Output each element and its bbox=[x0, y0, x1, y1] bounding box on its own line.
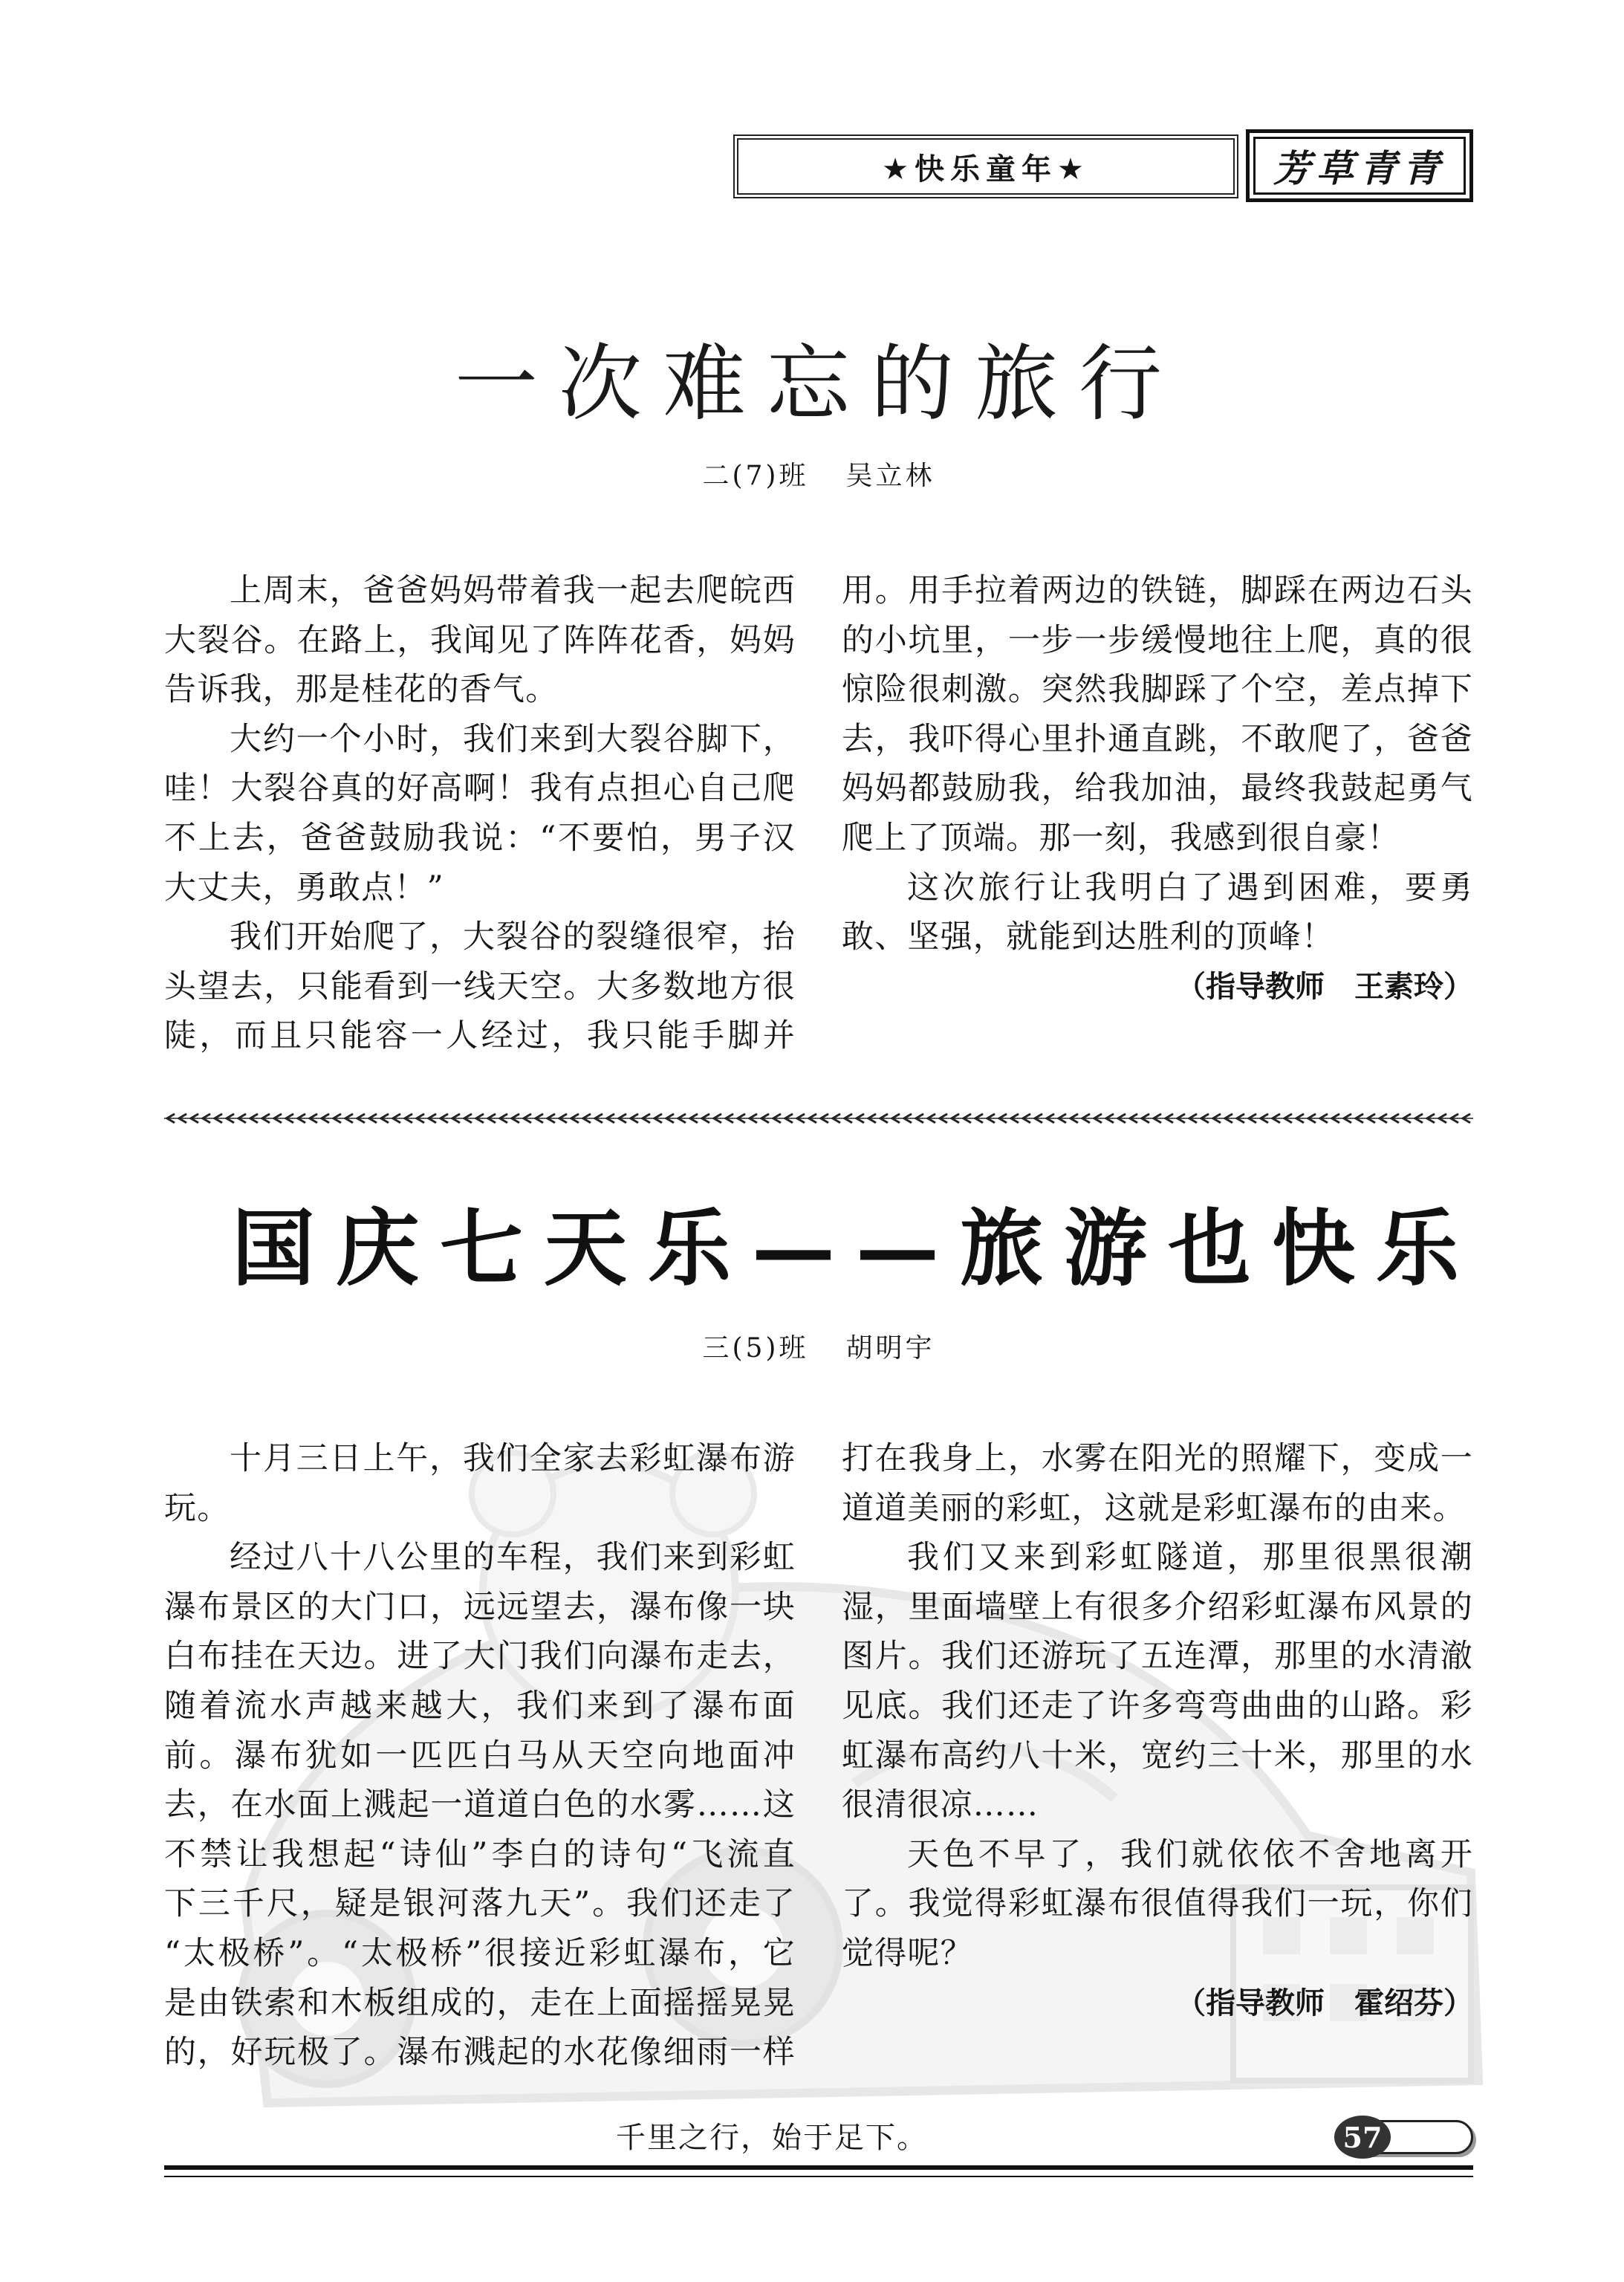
article-1-title: 一次难忘的旅行 bbox=[455, 336, 1183, 432]
section-divider bbox=[164, 1112, 1473, 1124]
paragraph bbox=[164, 566, 796, 715]
text-line: 用。用手拉着两边的铁链，脚踩在两边石头 bbox=[842, 572, 1473, 609]
text-line: 打在我身上，水雾在阳光的照耀下，变成一 bbox=[842, 1440, 1473, 1477]
article-1-left-column bbox=[164, 566, 796, 1061]
text-line: 前。瀑布犹如一匹匹白马从天空向地面冲 bbox=[164, 1737, 796, 1774]
text-line: 大裂谷。在路上，我闻见了阵阵花香，妈妈 bbox=[164, 621, 796, 659]
author-class: 二(7)班 bbox=[702, 461, 809, 491]
column-label: 芳草青青 bbox=[1273, 146, 1446, 190]
column-name-box bbox=[1246, 129, 1473, 202]
text-line: 陡，而且只能容一人经过，我只能手脚并 bbox=[164, 1017, 796, 1055]
text-line: 了。我觉得彩虹瀑布很值得我们一玩，你们 bbox=[842, 1885, 1473, 1923]
column-text bbox=[842, 566, 1473, 962]
text-line: 妈妈都鼓励我，给我加油，最终我鼓起勇气 bbox=[842, 770, 1473, 808]
text-line: 的，好玩极了。瀑布溅起的水花像细雨一样 bbox=[164, 2034, 796, 2072]
text-line: 上周末，爸爸妈妈带着我一起去爬皖西 bbox=[230, 572, 796, 609]
paragraph bbox=[842, 1830, 1473, 1979]
text-line: 见底。我们还走了许多弯弯曲曲的山路。彩 bbox=[842, 1687, 1473, 1725]
paragraph bbox=[842, 863, 1473, 962]
text-line: 大约一个小时，我们来到大裂谷脚下， bbox=[230, 720, 796, 758]
column-text bbox=[164, 566, 796, 1061]
article-2-right-column bbox=[842, 1434, 1473, 2028]
text-line: 哇！大裂谷真的好高啊！我有点担心自己爬 bbox=[164, 770, 796, 808]
text-line: 觉得呢？ bbox=[842, 1934, 973, 1972]
text-line: 经过八十八公里的车程，我们来到彩虹 bbox=[230, 1539, 796, 1577]
text-line: 随着流水声越来越大，我们来到了瀑布面 bbox=[164, 1687, 796, 1725]
text-line: 不禁让我想起“诗仙”李白的诗句“飞流直 bbox=[164, 1835, 796, 1873]
column-text bbox=[164, 1434, 796, 2078]
footer-motto: 千里之行，始于足下。 bbox=[616, 2121, 928, 2155]
text-line: 去，我吓得心里扑通直跳，不敢爬了，爸爸 bbox=[842, 720, 1473, 758]
text-line: 的小坑里，一步一步缓慢地往上爬，真的很 bbox=[842, 621, 1473, 659]
text-line: 天色不早了，我们就依依不舍地离开 bbox=[907, 1835, 1473, 1873]
text-line: 不上去，爸爸鼓励我说：“不要怕，男子汉 bbox=[164, 819, 796, 857]
paragraph bbox=[164, 1533, 796, 2078]
paragraph bbox=[842, 566, 1473, 863]
paragraph bbox=[164, 1434, 796, 1533]
text-line: 图片。我们还游玩了五连潭，那里的水清澈 bbox=[842, 1638, 1473, 1676]
text-line: 道道美丽的彩虹，这就是彩虹瀑布的由来。 bbox=[842, 1489, 1466, 1527]
text-line: 我们又来到彩虹隧道，那里很黑很潮 bbox=[907, 1539, 1473, 1577]
article-2-title: 国庆七天乐——旅游也快乐 bbox=[232, 1200, 1480, 1297]
text-line: 虹瀑布高约八十米，宽约三十米，那里的水 bbox=[842, 1737, 1473, 1774]
article-1-right-column bbox=[842, 566, 1473, 1011]
text-line: 去，在水面上溅起一道道白色的水雾……这 bbox=[164, 1786, 796, 1824]
text-line: 惊险很刺激。突然我脚踩了个空，差点掉下 bbox=[842, 671, 1473, 709]
text-line: 大丈夫，勇敢点！” bbox=[164, 869, 444, 907]
paragraph bbox=[842, 1434, 1473, 1533]
paragraph bbox=[842, 1533, 1473, 1830]
advising-teacher: （指导教师 王素玲） bbox=[1176, 969, 1473, 1004]
column-text bbox=[842, 1434, 1473, 1979]
text-line: 这次旅行让我明白了遇到困难，要勇 bbox=[907, 869, 1473, 907]
page-number: 57 bbox=[1334, 2116, 1391, 2159]
article-2-byline bbox=[164, 1330, 1473, 1367]
advising-teacher: （指导教师 霍绍芬） bbox=[1176, 1986, 1473, 2020]
text-line: 是由铁索和木板组成的，走在上面摇摇晃晃 bbox=[164, 1984, 796, 2022]
footer-rule-thick bbox=[164, 2165, 1473, 2170]
section-header-box bbox=[733, 134, 1238, 198]
text-line: 白布挂在天边。进了大门我们向瀑布走去， bbox=[164, 1638, 796, 1676]
text-line: 很清很凉…… bbox=[842, 1786, 1039, 1824]
text-line: 头望去，只能看到一线天空。大多数地方很 bbox=[164, 967, 796, 1005]
text-line: 下三千尺，疑是银河落九天”。我们还走了 bbox=[164, 1885, 796, 1923]
article-2-left-column bbox=[164, 1434, 796, 2078]
text-line: 告诉我，那是桂花的香气。 bbox=[164, 671, 559, 709]
author-name: 胡明宇 bbox=[845, 1333, 935, 1364]
text-line: 十月三日上午，我们全家去彩虹瀑布游 bbox=[230, 1440, 796, 1477]
text-line: 玩。 bbox=[164, 1489, 230, 1527]
text-line: 湿，里面墙壁上有很多介绍彩虹瀑布风景的 bbox=[842, 1588, 1473, 1626]
section-label: ★快乐童年★ bbox=[882, 152, 1090, 187]
text-line: “太极桥”。“太极桥”很接近彩虹瀑布，它 bbox=[164, 1934, 796, 1972]
footer-rule-thin bbox=[164, 2176, 1473, 2177]
text-line: 敢、坚强，就能到达胜利的顶峰！ bbox=[842, 918, 1334, 956]
article-1-byline bbox=[164, 458, 1473, 495]
paragraph bbox=[164, 715, 796, 913]
author-name: 吴立林 bbox=[845, 461, 935, 491]
text-line: 爬上了顶端。那一刻，我感到很自豪！ bbox=[842, 819, 1400, 857]
paragraph bbox=[164, 913, 796, 1061]
author-class: 三(5)班 bbox=[702, 1333, 809, 1364]
text-line: 我们开始爬了，大裂谷的裂缝很窄，抬 bbox=[230, 918, 796, 956]
text-line: 瀑布景区的大门口，远远望去，瀑布像一块 bbox=[164, 1588, 796, 1626]
